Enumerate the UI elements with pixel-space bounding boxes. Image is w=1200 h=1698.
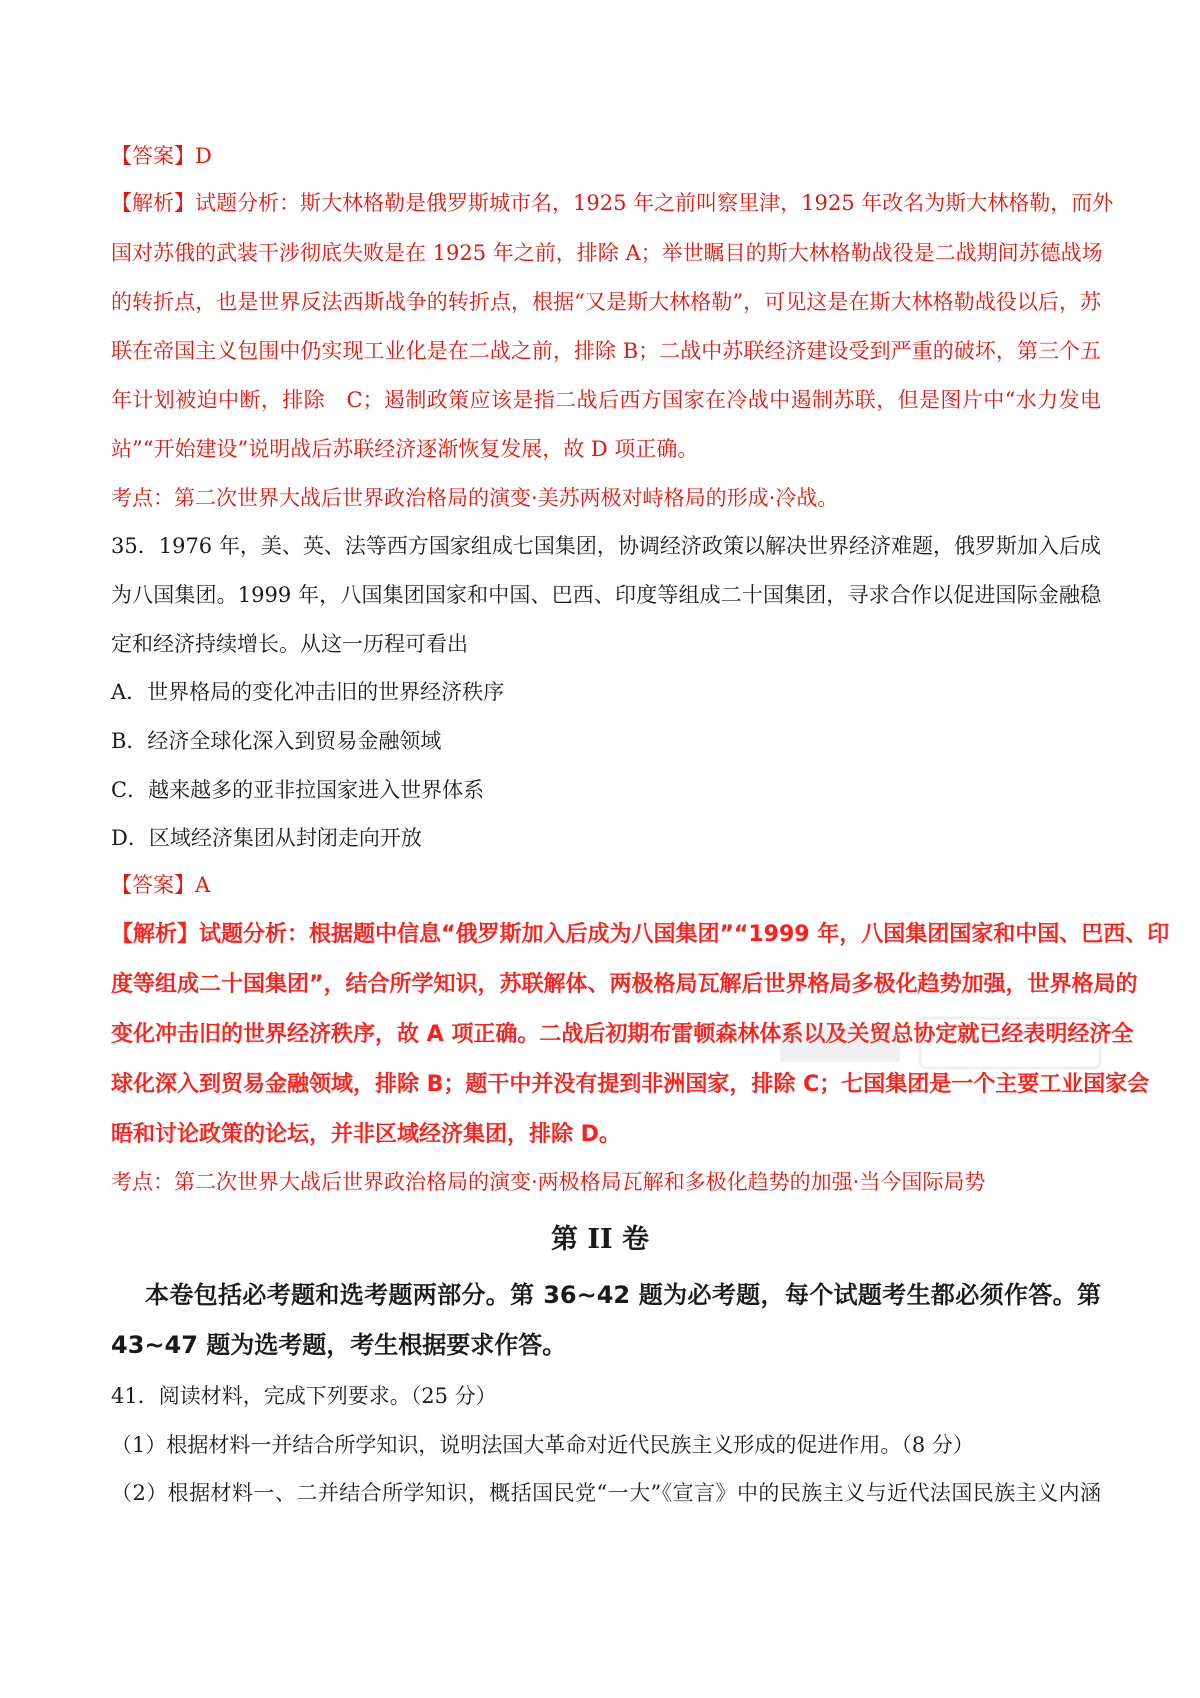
q41-part-1: （1）根据材料一并结合所学知识，说明法国大革命对近代民族主义形成的促进作用。（8 分） (111, 1433, 974, 1457)
q34-analysis-line: 联在帝国主义包围中仍实现工业化是在二战之前，排除 B；二战中苏联经济建设受到严重的破坏，第三个五 (111, 339, 1101, 363)
q41-part-2: （2）根据材料一、二并结合所学知识，概括国民党“一大”《宣言》中的民族主义与近代法国民族主义内涵 (111, 1481, 1101, 1505)
q35-stem-line: 35．1976 年，美、英、法等西方国家组成七国集团，协调经济政策以解决世界经济难题，俄罗斯加入后成 (111, 534, 1101, 558)
q34-analysis-line: 站”“开始建设”说明战后苏联经济逐渐恢复发展，故 D 项正确。 (111, 437, 699, 461)
q35-answer: 【答案】A (111, 873, 211, 897)
section-title: 第 II 卷 (550, 1224, 650, 1255)
q41-stem: 41．阅读材料，完成下列要求。（25 分） (111, 1384, 497, 1408)
q34-kaodian: 考点：第二次世界大战后世界政治格局的演变·美苏两极对峙格局的形成·冷战。 (111, 486, 839, 510)
q35-analysis-line: 球化深入到贸易金融领域，排除 B；题干中并没有提到非洲国家，排除 C；七国集团是一个主要工业国家会 (111, 1072, 1150, 1097)
q35-option-b: B．经济全球化深入到贸易金融领域 (111, 729, 442, 753)
q35-option-d: D．区域经济集团从封闭走向开放 (111, 826, 422, 850)
watermark-graphic (780, 1010, 1110, 1080)
q34-analysis-line: 的转折点，也是世界反法西斯战争的转折点，根据“又是斯大林格勒”，可见这是在斯大林格勒战役以后，苏 (111, 290, 1101, 314)
section-intro-line: 本卷包括必考题和选考题两部分。第 36~42 题为必考题，每个试题考生都必须作答。第 (145, 1281, 1101, 1309)
q34-answer: 【答案】D (111, 144, 212, 168)
q35-analysis-line: 变化冲击旧的世界经济秩序，故 A 项正确。二战后初期布雷顿森林体系以及关贸总协定就已经表明经济全 (111, 1022, 1134, 1047)
q35-option-a: A．世界格局的变化冲击旧的世界经济秩序 (111, 680, 505, 704)
q35-analysis-line: 晤和讨论政策的论坛，并非区域经济集团，排除 D。 (111, 1122, 621, 1147)
q35-kaodian: 考点：第二次世界大战后世界政治格局的演变·两极格局瓦解和多极化趋势的加强·当今国际局势 (111, 1170, 986, 1194)
q34-analysis-line: 年计划被迫中断，排除 C；遏制政策应该是指二战后西方国家在冷战中遏制苏联，但是图片中“水力发电 (111, 388, 1101, 412)
q35-stem-line: 定和经济持续增长。从这一历程可看出 (111, 632, 468, 656)
q34-analysis-line: 【解析】试题分析：斯大林格勒是俄罗斯城市名，1925 年之前叫察里津，1925 年改名为斯大林格勒，而外 (111, 191, 1114, 215)
q34-analysis-line: 国对苏俄的武装干涉彻底失败是在 1925 年之前，排除 A；举世瞩目的斯大林格勒战役是二战期间苏德战场 (111, 241, 1103, 265)
q35-analysis-line: 【解析】试题分析：根据题中信息“俄罗斯加入后成为八国集团”“1999 年，八国集团国家和中国、巴西、印 (111, 922, 1170, 947)
section-intro-line: 43~47 题为选考题，考生根据要求作答。 (111, 1331, 567, 1359)
q35-analysis-line: 度等组成二十国集团”，结合所学知识，苏联解体、两极格局瓦解后世界格局多极化趋势加强，世界格局的 (111, 972, 1138, 997)
q35-option-c: C．越来越多的亚非拉国家进入世界体系 (111, 778, 485, 802)
q35-stem-line: 为八国集团。1999 年，八国集团国家和中国、巴西、印度等组成二十国集团，寻求合作以促进国际金融稳 (111, 583, 1101, 607)
